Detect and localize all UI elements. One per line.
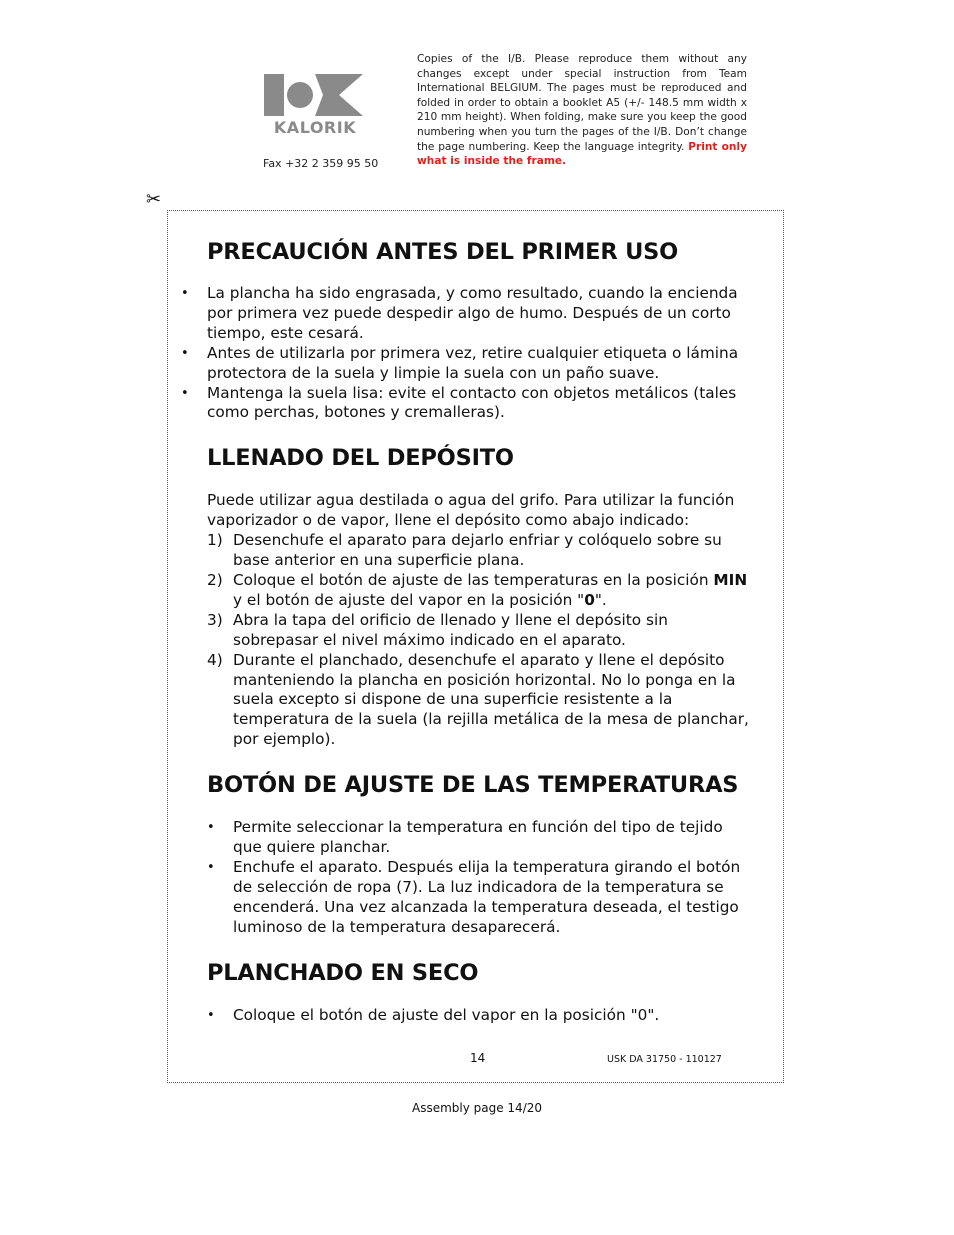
- step-text: Abra la tapa del orificio de llenado y llene el depósito sin sobrepasar el nivel máximo indicado en el aparato.: [233, 610, 668, 649]
- list-item: • Permite seleccionar la temperatura en función del tipo de tejido que quiere planchar.: [207, 818, 752, 858]
- section-title-precaucion: PRECAUCIÓN ANTES DEL PRIMER USO: [207, 239, 679, 265]
- step-bold-min: MIN: [713, 570, 748, 589]
- step-number: 2): [207, 570, 223, 589]
- step-number: 4): [207, 650, 223, 669]
- list-item: • Mantenga la suela lisa: evite el contacto con objetos metálicos (tales como perchas, botones y cremalleras).: [207, 384, 752, 424]
- precaucion-list: [207, 284, 752, 423]
- step-number: 1): [207, 531, 223, 550]
- llenado-intro: Puede utilizar agua destilada o agua del grifo. Para utilizar la función vaporizador o de vapor, llene el depósito como abajo indicado:: [207, 491, 735, 530]
- document-code: USK DA 31750 - 110127: [607, 1054, 722, 1065]
- step-text: Coloque el botón de ajuste de las temperaturas en la posición: [233, 570, 714, 589]
- notice-red-text: Print only what is inside the frame.: [417, 140, 747, 168]
- step-text: Durante el planchado, desenchufe el aparato y llene el depósito manteniendo la plancha en posición horizontal. No lo ponga en la suela excepto si dispone de una superficie resistente a la temperatura de la suela (la rejilla metálica de la mesa de planchar, por ejemplo).: [233, 650, 749, 749]
- step-number: 3): [207, 610, 223, 629]
- list-item: • Coloque el botón de ajuste del vapor en la posición "0".: [207, 1006, 752, 1026]
- step-item: [207, 531, 752, 571]
- temperaturas-list: [207, 818, 752, 937]
- step-text: y el botón de ajuste del vapor en la posición ": [233, 590, 585, 609]
- page-number: 14: [470, 1051, 486, 1065]
- step-item: [207, 651, 752, 751]
- list-item: • La plancha ha sido engrasada, y como resultado, cuando la encienda por primera vez puede despedir algo de humo. Después de un corto tiempo, este cesará.: [207, 284, 752, 344]
- notice-text: Copies of the I/B. Please reproduce them without any changes except under special instruction from Team International BELGIUM. The pages must be reproduced and folded in order to obtain a booklet A5 (+/- 148.5 mm width x 210 mm height). When folding, make sure you keep the good numbering when you turn the pages of the I/B. Don’t change the page numbering. Keep the language integrity.: [417, 53, 747, 153]
- brand-name: KALORIK: [273, 118, 357, 137]
- section-title-llenado: LLENADO DEL DEPÓSITO: [207, 445, 514, 472]
- list-item: • Antes de utilizarla por primera vez, retire cualquier etiqueta o lámina protectora de la suela y limpie la suela con un paño suave.: [207, 344, 752, 384]
- step-item: [207, 611, 752, 651]
- section-title-planchado-seco: PLANCHADO EN SECO: [207, 959, 479, 986]
- step-item: [207, 571, 752, 611]
- planchado-seco-list: [207, 1006, 752, 1026]
- page-content: [207, 238, 752, 1025]
- fax-number: Fax +32 2 359 95 50: [263, 157, 379, 170]
- step-bold-zero: 0: [584, 590, 595, 609]
- print-notice: [417, 52, 747, 169]
- section-title-temperaturas: BOTÓN DE AJUSTE DE LAS TEMPERATURAS: [207, 772, 739, 799]
- scissors-icon: ✂: [146, 189, 162, 210]
- llenado-steps: [207, 531, 752, 750]
- assembly-page: Assembly page 14/20: [411, 1101, 543, 1115]
- step-text: ".: [594, 590, 607, 609]
- list-item: • Enchufe el aparato. Después elija la temperatura girando el botón de selección de ropa (7). La luz indicadora de la temperatura se encenderá. Una vez alcanzada la temperatura deseada, el testigo luminoso de la temperatura desaparecerá.: [207, 858, 752, 938]
- step-text: Desenchufe el aparato para dejarlo enfriar y colóquelo sobre su base anterior en una superficie plana.: [233, 531, 722, 570]
